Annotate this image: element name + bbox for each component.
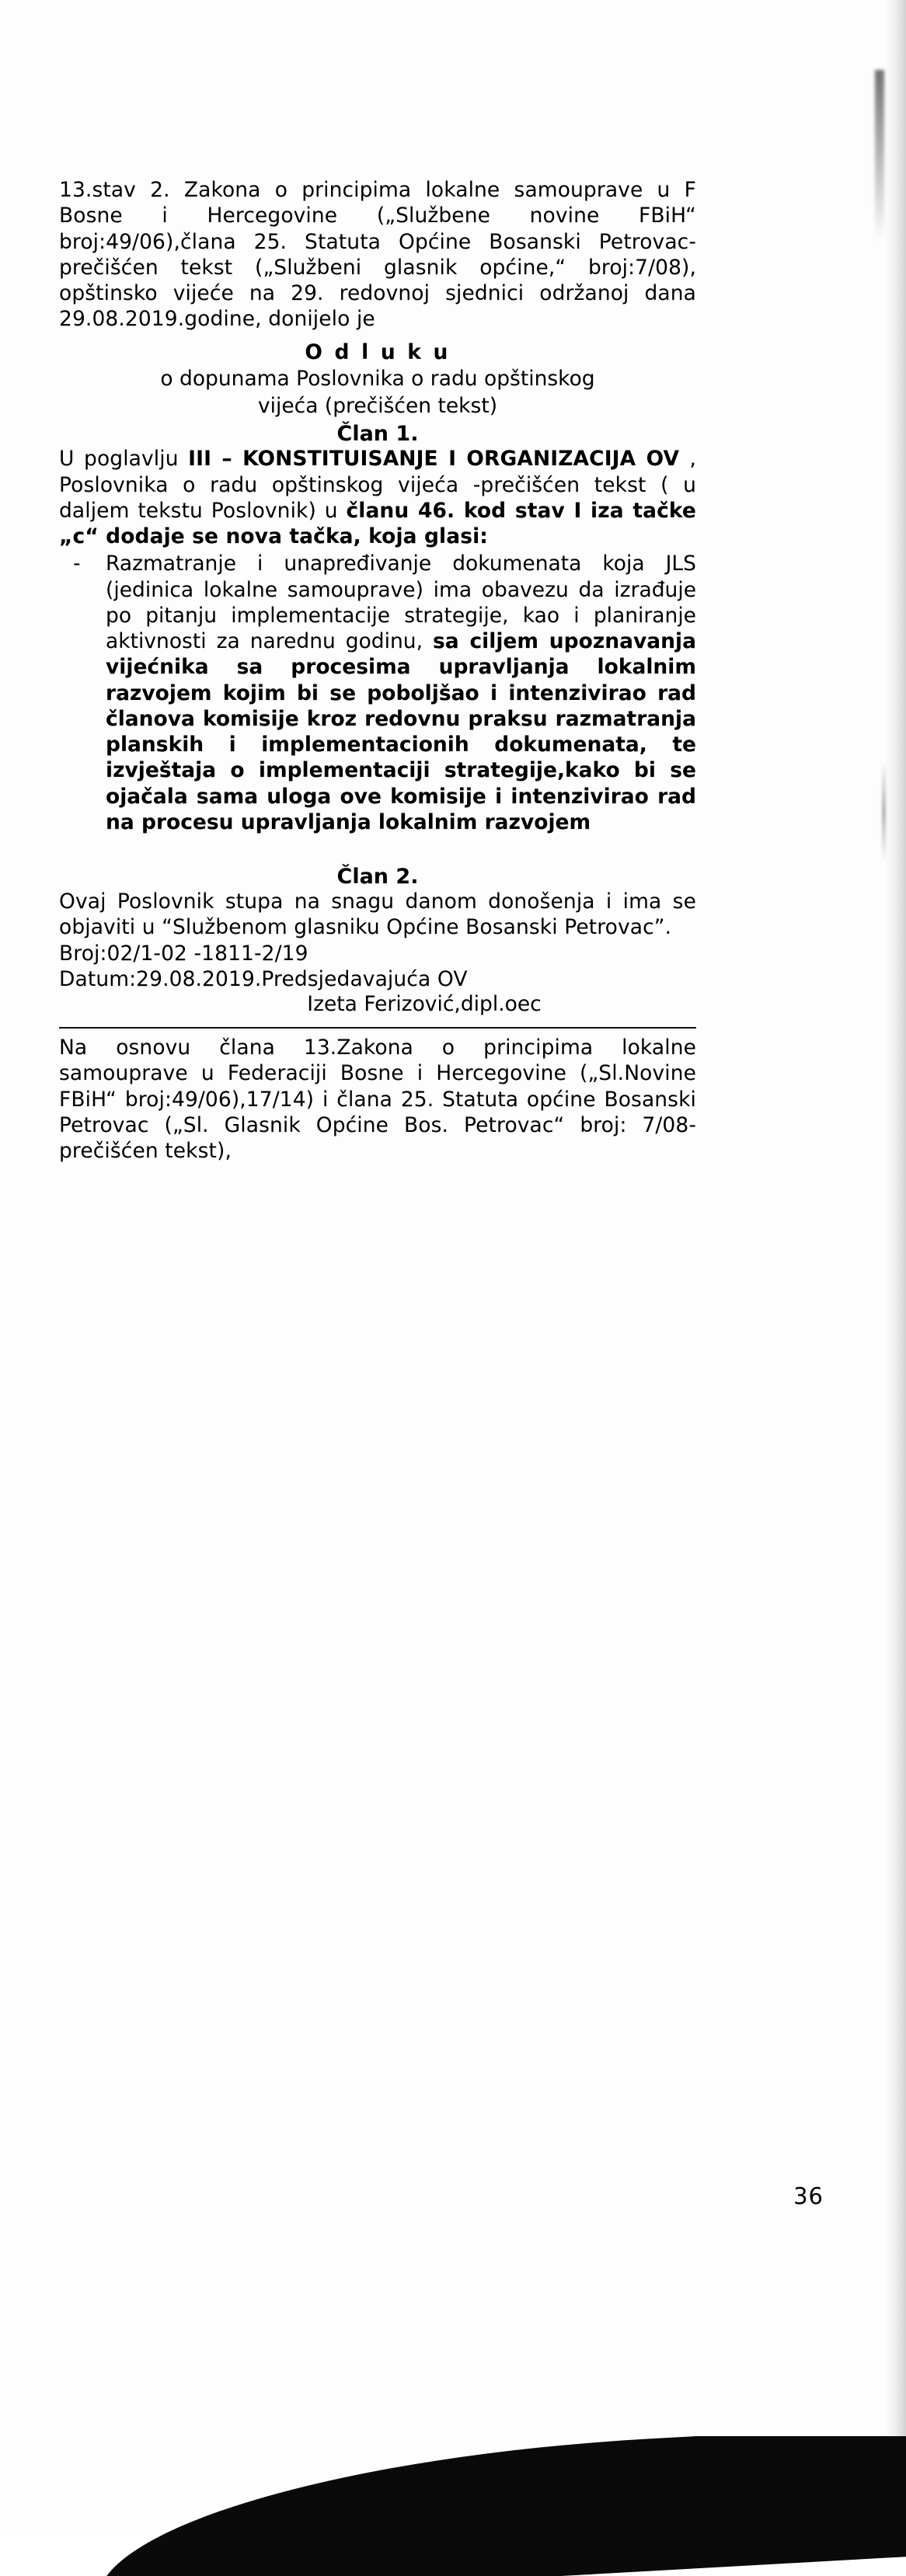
document-body (59, 177, 696, 1164)
article-1-intro-bold2: članu 46. kod stav I iza tačke „c“ dodaje se nova tačka, koja glasi: (59, 498, 696, 548)
scan-streak-top (875, 70, 884, 241)
new-point-bullet (59, 551, 696, 835)
decision-heading: O d l u k u (305, 339, 451, 364)
article-1-intro-part2: , Poslovnika o radu opštinskog vijeća -prečišćen tekst ( u daljem tekstu Poslovnik) u (59, 447, 696, 523)
intro-paragraph: 13.stav 2. Zakona o principima lokalne samouprave u F Bosne i Hercegovine („Službene novine FBiH“ broj:49/06),člana 25. Statuta Općine Bosanski Petrovac-prečišćen tekst („Službeni glasnik općine,“ broj:7/08), opštinsko vijeće na 29. redovnoj sjednici održanoj dana 29.08.2019.godine, donijelo je (59, 178, 696, 332)
article-1-intro-bold1: III – KONSTITUISANJE I ORGANIZACIJA OV (188, 447, 690, 472)
signature-line: Izeta Ferizović,dipl.oec (307, 992, 542, 1016)
section-divider (59, 1027, 696, 1029)
scan-edge-shadow (870, 0, 906, 2529)
article-1-intro-part1: U poglavlju (59, 447, 189, 472)
article-2-text: Ovaj Poslovnik stupa na snagu danom donošenja i ima se objaviti u “Službenom glasniku Općine Bosanski Petrovac”. (59, 889, 696, 940)
scan-bottom-artifact (0, 2436, 906, 2576)
bullet-text-normal: Razmatranje i unapređivanje dokumenata koja JLS (jedinica lokalne samouprave) ima obavezu da izrađuje po pitanju implementacije strategije, kao i planiranje aktivnosti za narednu godinu, (106, 552, 696, 653)
spacer-before-article-2 (59, 835, 696, 862)
bullet-dash-marker: - (73, 552, 81, 576)
page-number: 36 (793, 2183, 824, 2209)
bullet-paragraph (106, 551, 696, 835)
scan-streak-middle (882, 761, 886, 862)
bullet-text-bold: sa ciljem upoznavanja vijećnika sa procesima upravljanja lokalnim razvojem kojim bi se poboljšao i intenzivirao rad članova komisije kroz redovnu praksu razmatranja planskih i implementacionih dokumenata, te izvještaja o implementaciji strategije,kako bi se ojačala sama uloga ove komisije i intenzivirao rad na procesu upravljanja lokalnim razvojem (106, 629, 696, 834)
decision-subtitle-line2: vijeća (prečišćen tekst) (257, 393, 498, 418)
decision-subtitle-line1: o dopunama Poslovnika o radu opštinskog (160, 366, 595, 391)
document-date-line: Datum:29.08.2019.Predsjedavajuća OV (59, 966, 468, 991)
article-1-intro (59, 446, 696, 549)
article-1-heading: Član 1. (336, 422, 419, 447)
document-number-line: Broj:02/1-02 -1811-2/19 (59, 941, 308, 966)
next-section-paragraph: Na osnovu člana 13.Zakona o principima lokalne samouprave u Federaciji Bosne i Hercegovine („Sl.Novine FBiH“ broj:49/06),17/14) i člana 25. Statuta općine Bosanski Petrovac („Sl. Glasnik Općine Bos. Petrovac“ broj: 7/08- prečišćen tekst), (59, 1036, 696, 1163)
article-2-heading: Član 2. (336, 865, 419, 889)
